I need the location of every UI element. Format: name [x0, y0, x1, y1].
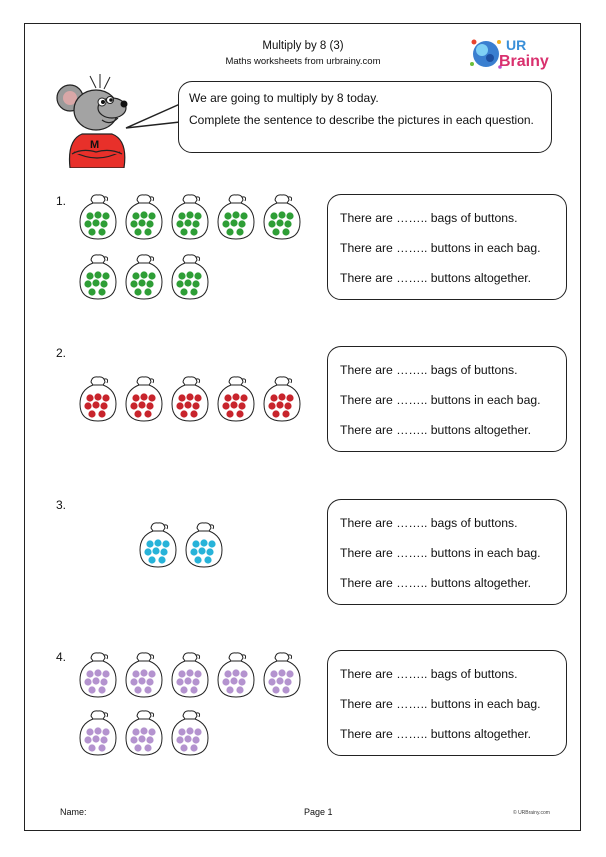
question-4-number: 4.	[56, 650, 67, 664]
button-dot	[88, 288, 95, 295]
button-dot	[92, 219, 99, 226]
button-dot	[238, 678, 245, 685]
button-dot	[276, 401, 283, 408]
button-dot	[272, 410, 279, 417]
speech-bubble-tail	[124, 100, 184, 136]
button-dot	[194, 670, 201, 677]
button-dot	[180, 288, 187, 295]
button-dot	[146, 540, 153, 547]
button-dot	[88, 410, 95, 417]
button-dot	[178, 728, 185, 735]
button-dot	[284, 402, 291, 409]
q3-sentence-bags[interactable]: There are …….. bags of buttons.	[340, 516, 518, 530]
button-dot	[92, 735, 99, 742]
button-dot	[100, 678, 107, 685]
button-bag	[138, 520, 178, 570]
button-dot	[148, 556, 155, 563]
q1-sentence-bags[interactable]: There are …….. bags of buttons.	[340, 211, 518, 225]
button-dot	[180, 686, 187, 693]
button-dot	[236, 686, 243, 693]
button-dot	[146, 736, 153, 743]
button-dot	[178, 212, 185, 219]
button-dot	[130, 736, 137, 743]
button-bag	[216, 374, 256, 424]
button-dot	[102, 212, 109, 219]
button-dot	[284, 678, 291, 685]
button-dot	[138, 219, 145, 226]
button-bag	[262, 650, 302, 700]
question-4-answer-box	[327, 650, 567, 756]
button-dot	[192, 540, 199, 547]
button-dot	[232, 211, 239, 218]
button-dot	[160, 548, 167, 555]
question-3-number: 3.	[56, 498, 67, 512]
button-dot	[86, 394, 93, 401]
button-dot	[192, 402, 199, 409]
button-dot	[132, 728, 139, 735]
button-dot	[98, 686, 105, 693]
button-bag	[124, 650, 164, 700]
button-bag	[170, 708, 210, 758]
logo-text-bottom: Brainy	[499, 53, 549, 70]
button-dot	[86, 728, 93, 735]
button-dot	[186, 727, 193, 734]
button-bag	[78, 650, 118, 700]
button-dot	[138, 677, 145, 684]
button-dot	[230, 677, 237, 684]
button-dot	[270, 212, 277, 219]
button-dot	[176, 280, 183, 287]
button-dot	[130, 402, 137, 409]
button-dot	[184, 279, 191, 286]
button-dot	[102, 728, 109, 735]
button-dot	[130, 678, 137, 685]
button-dot	[224, 212, 231, 219]
button-dot	[140, 211, 147, 218]
instruction-bubble	[178, 81, 552, 153]
button-dot	[102, 670, 109, 677]
button-dot	[94, 393, 101, 400]
button-dot	[190, 686, 197, 693]
button-dot	[194, 394, 201, 401]
button-dot	[94, 271, 101, 278]
button-dot	[206, 548, 213, 555]
question-3-answer-box	[327, 499, 567, 605]
button-dot	[146, 280, 153, 287]
button-dot	[134, 744, 141, 751]
button-bag	[170, 650, 210, 700]
q2-sentence-each[interactable]: There are …….. buttons in each bag.	[340, 393, 541, 407]
question-2-number: 2.	[56, 346, 67, 360]
urbrainy-logo	[466, 32, 566, 74]
button-bag	[78, 374, 118, 424]
button-dot	[148, 394, 155, 401]
button-dot	[236, 410, 243, 417]
button-dot	[138, 279, 145, 286]
button-bag	[184, 520, 224, 570]
button-dot	[148, 272, 155, 279]
button-dot	[144, 744, 151, 751]
button-bag	[78, 252, 118, 302]
button-dot	[200, 539, 207, 546]
button-dot	[272, 686, 279, 693]
button-dot	[138, 401, 145, 408]
button-bag	[170, 192, 210, 242]
button-bag	[78, 192, 118, 242]
button-dot	[198, 547, 205, 554]
button-dot	[102, 394, 109, 401]
q4-sentence-total[interactable]: There are …….. buttons altogether.	[340, 727, 532, 741]
button-dot	[134, 410, 141, 417]
button-dot	[238, 220, 245, 227]
q3-sentence-each[interactable]: There are …….. buttons in each bag.	[340, 546, 541, 560]
button-dot	[100, 402, 107, 409]
button-dot	[86, 272, 93, 279]
button-dot	[138, 735, 145, 742]
button-bag	[262, 192, 302, 242]
button-dot	[176, 220, 183, 227]
button-dot	[100, 736, 107, 743]
button-dot	[230, 219, 237, 226]
button-dot	[230, 401, 237, 408]
button-dot	[192, 736, 199, 743]
button-dot	[144, 548, 151, 555]
button-dot	[282, 686, 289, 693]
name-label: Name:	[60, 807, 87, 817]
question-2-answer-box	[327, 346, 567, 452]
button-bag	[170, 252, 210, 302]
button-dot	[224, 394, 231, 401]
button-dot	[176, 736, 183, 743]
button-dot	[184, 677, 191, 684]
button-dot	[152, 547, 159, 554]
button-dot	[190, 228, 197, 235]
button-dot	[86, 670, 93, 677]
button-dot	[282, 410, 289, 417]
button-dot	[240, 394, 247, 401]
button-dot	[98, 288, 105, 295]
button-dot	[140, 727, 147, 734]
button-dot	[222, 220, 229, 227]
button-dot	[140, 271, 147, 278]
button-dot	[130, 220, 137, 227]
button-dot	[130, 280, 137, 287]
mascot-shirt-letter: M	[90, 139, 100, 151]
button-dot	[158, 556, 165, 563]
button-dot	[190, 548, 197, 555]
button-dot	[132, 212, 139, 219]
button-dot	[144, 228, 151, 235]
copyright: © URBrainy.com	[513, 810, 550, 816]
button-dot	[100, 220, 107, 227]
button-dot	[222, 678, 229, 685]
button-dot	[146, 220, 153, 227]
button-dot	[226, 410, 233, 417]
button-dot	[140, 669, 147, 676]
button-dot	[84, 280, 91, 287]
button-dot	[94, 727, 101, 734]
button-dot	[194, 272, 201, 279]
page-title: Multiply by 8 (3)	[262, 40, 344, 52]
button-bag	[124, 252, 164, 302]
button-dot	[132, 394, 139, 401]
button-dot	[148, 728, 155, 735]
button-dot	[134, 228, 141, 235]
q2-sentence-bags[interactable]: There are …….. bags of buttons.	[340, 363, 518, 377]
button-dot	[194, 728, 201, 735]
button-dot	[184, 401, 191, 408]
button-bag	[78, 708, 118, 758]
button-bag	[262, 374, 302, 424]
button-dot	[84, 402, 91, 409]
button-dot	[102, 272, 109, 279]
button-dot	[194, 556, 201, 563]
button-dot	[88, 744, 95, 751]
button-dot	[286, 670, 293, 677]
button-dot	[204, 556, 211, 563]
button-dot	[176, 678, 183, 685]
button-bag	[216, 650, 256, 700]
button-dot	[94, 669, 101, 676]
button-dot	[92, 279, 99, 286]
q1-sentence-total[interactable]: There are …….. buttons altogether.	[340, 271, 532, 285]
q4-sentence-bags[interactable]: There are …….. bags of buttons.	[340, 667, 518, 681]
button-dot	[222, 402, 229, 409]
button-dot	[272, 228, 279, 235]
page-subtitle: Maths worksheets from urbrainy.com	[225, 56, 381, 67]
button-dot	[140, 393, 147, 400]
question-1-answer-box	[327, 194, 567, 300]
button-dot	[162, 540, 169, 547]
button-bag	[124, 192, 164, 242]
button-dot	[92, 677, 99, 684]
button-dot	[278, 393, 285, 400]
button-dot	[232, 669, 239, 676]
button-dot	[144, 288, 151, 295]
button-dot	[144, 686, 151, 693]
button-dot	[286, 212, 293, 219]
button-dot	[98, 744, 105, 751]
button-dot	[240, 212, 247, 219]
button-bag	[216, 192, 256, 242]
button-dot	[84, 220, 91, 227]
button-dot	[144, 410, 151, 417]
q4-sentence-each[interactable]: There are …….. buttons in each bag.	[340, 697, 541, 711]
button-dot	[190, 288, 197, 295]
button-dot	[134, 288, 141, 295]
button-dot	[154, 539, 161, 546]
button-dot	[186, 211, 193, 218]
button-dot	[176, 402, 183, 409]
button-dot	[178, 670, 185, 677]
button-dot	[268, 402, 275, 409]
button-dot	[178, 394, 185, 401]
button-dot	[282, 228, 289, 235]
logo-text-top: UR	[506, 37, 527, 53]
button-dot	[184, 219, 191, 226]
button-dot	[148, 212, 155, 219]
button-dot	[270, 670, 277, 677]
button-dot	[226, 686, 233, 693]
button-dot	[84, 678, 91, 685]
button-dot	[86, 212, 93, 219]
button-dot	[226, 228, 233, 235]
button-dot	[178, 272, 185, 279]
button-dot	[132, 272, 139, 279]
button-dot	[186, 271, 193, 278]
intro-line-1: We are going to multiply by 8 today.	[189, 91, 379, 105]
button-dot	[270, 394, 277, 401]
q1-sentence-each[interactable]: There are …….. buttons in each bag.	[340, 241, 541, 255]
button-dot	[84, 736, 91, 743]
button-dot	[276, 219, 283, 226]
button-dot	[224, 670, 231, 677]
button-dot	[184, 735, 191, 742]
button-dot	[88, 686, 95, 693]
button-bag	[124, 374, 164, 424]
button-dot	[180, 744, 187, 751]
button-dot	[180, 410, 187, 417]
page-number: Page 1	[304, 807, 333, 817]
intro-line-2: Complete the sentence to describe the pictures in each question.	[189, 113, 534, 127]
button-dot	[192, 220, 199, 227]
button-dot	[240, 670, 247, 677]
button-dot	[186, 669, 193, 676]
button-dot	[194, 212, 201, 219]
button-dot	[232, 393, 239, 400]
button-dot	[268, 678, 275, 685]
button-dot	[148, 670, 155, 677]
button-dot	[192, 678, 199, 685]
button-dot	[94, 211, 101, 218]
question-1-number: 1.	[56, 194, 67, 208]
button-dot	[276, 677, 283, 684]
button-dot	[132, 670, 139, 677]
q2-sentence-total[interactable]: There are …….. buttons altogether.	[340, 423, 532, 437]
button-dot	[278, 211, 285, 218]
q3-sentence-total[interactable]: There are …….. buttons altogether.	[340, 576, 532, 590]
button-dot	[192, 280, 199, 287]
button-dot	[278, 669, 285, 676]
button-dot	[268, 220, 275, 227]
button-dot	[284, 220, 291, 227]
button-dot	[88, 228, 95, 235]
button-dot	[190, 744, 197, 751]
button-dot	[98, 410, 105, 417]
button-dot	[286, 394, 293, 401]
button-dot	[186, 393, 193, 400]
button-dot	[236, 228, 243, 235]
button-dot	[238, 402, 245, 409]
button-dot	[92, 401, 99, 408]
button-dot	[146, 402, 153, 409]
button-dot	[98, 228, 105, 235]
button-bag	[124, 708, 164, 758]
button-dot	[208, 540, 215, 547]
button-dot	[100, 280, 107, 287]
button-dot	[146, 678, 153, 685]
button-bag	[170, 374, 210, 424]
button-dot	[190, 410, 197, 417]
button-dot	[134, 686, 141, 693]
button-dot	[180, 228, 187, 235]
